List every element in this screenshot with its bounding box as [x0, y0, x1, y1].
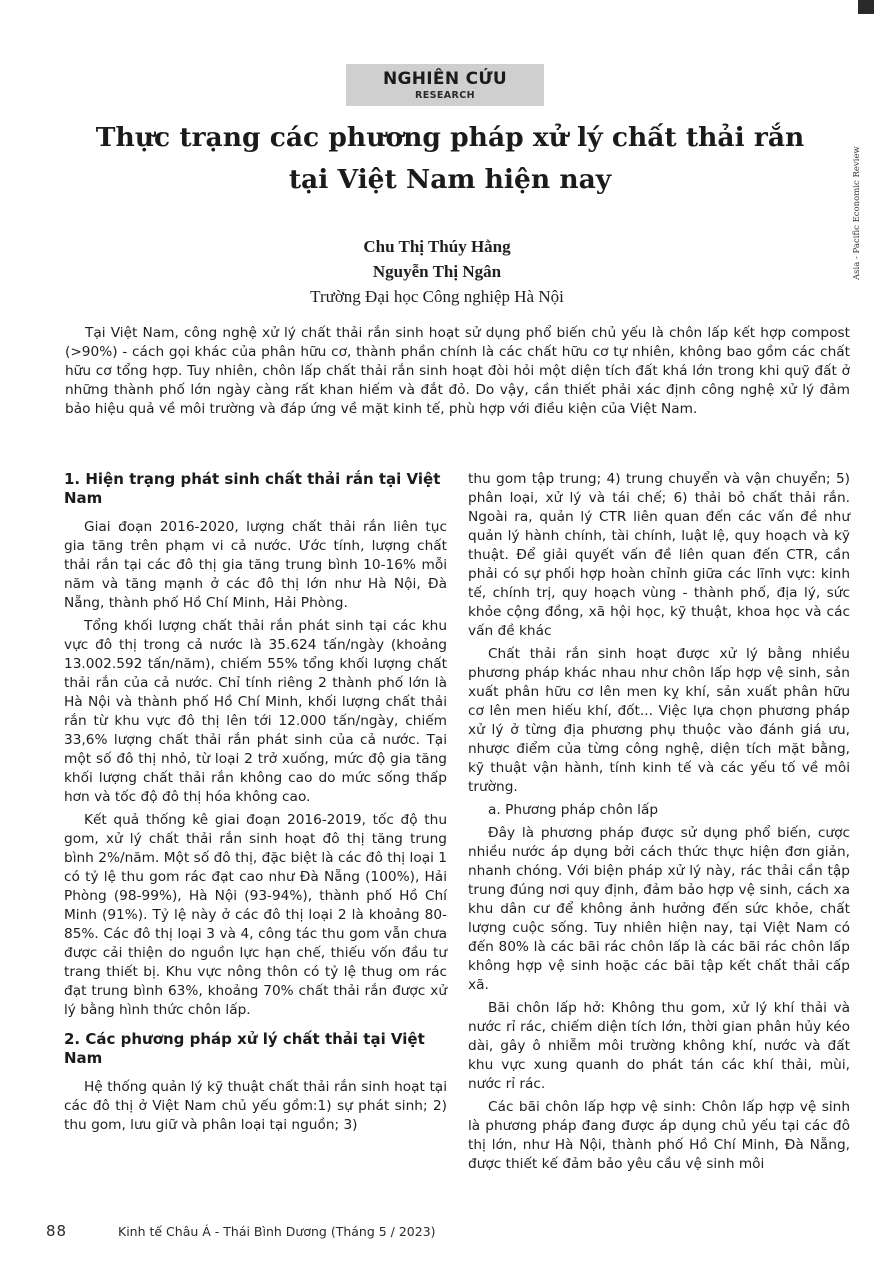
paragraph: Các bãi chôn lấp hợp vệ sinh: Chôn lấp hợp vệ sinh là phương pháp đang được áp dụng chủ yếu tại các đô thị lớn, như Hà Nội, thành phố Hồ Chí Minh, Đà Nẵng, được thiết kế đảm bảo yêu cầu vệ sinh môi	[468, 1099, 850, 1172]
paragraph: Kết quả thống kê giai đoạn 2016-2019, tốc độ thu gom, xử lý chất thải rắn sinh hoạt đô thị tăng trung bình 2%/năm. Một số đô thị, đặc biệt là các đô thị loại 1 có tỷ lệ thu gom rác đạt cao như Đà Nẵng (100%), Hải Phòng (98-99%), Hà Nội (93-94%), thành phố Hồ Chí Minh (91%). Tỷ lệ này ở các đô thị loại 2 là khoảng 80-85%. Các đô thị loại 3 và 4, công tác thu gom vẫn chưa được cải thiện do nguồn lực hạn chế, thiếu vốn đầu tư trang thiết bị. Khu vực nông thôn có tỷ lệ thug om rác đạt trung bình 63%, khoảng 70% chất thải rắn được xử lý bằng hình thức chôn lấp.	[64, 812, 447, 1018]
section-heading-2: 2. Các phương pháp xử lý chất thải tại Việt Nam	[64, 1030, 425, 1067]
title-line-1: Thực trạng các phương pháp xử lý chất thải rắn	[95, 122, 805, 153]
abstract: Tại Việt Nam, công nghệ xử lý chất thải rắn sinh hoạt sử dụng phổ biến chủ yếu là chôn lấp kết hợp compost (>90%) - cách gọi khác của phân hữu cơ, thành phần chính là các chất hữu cơ tự nhiên, không bao gồm các chất hữu cơ tổng hợp. Tuy nhiên, chôn lấp chất thải rắn sinh hoạt đòi hỏi một diện tích đất khá lớn trong khi quỹ đất ở những thành phố lớn ngày càng rất khan hiếm và đắt đỏ. Do vậy, cần thiết phải xác định công nghệ xử lý đảm bảo hiệu quả về môi trường và đáp ứng về mặt kinh tế, phù hợp với điều kiện của Việt Nam.	[65, 325, 850, 417]
paragraph: Hệ thống quản lý kỹ thuật chất thải rắn sinh hoạt tại các đô thị ở Việt Nam chủ yếu gồm:1) sự phát sinh; 2) thu gom, lưu giữ và phân loại tại nguồn; 3)	[64, 1079, 447, 1133]
title-line-2: tại Việt Nam hiện nay	[288, 164, 612, 195]
section-label: NGHIÊN CỨU	[383, 69, 507, 89]
paragraph: thu gom tập trung; 4) trung chuyển và vận chuyển; 5) phân loại, xử lý và tái chế; 6) thải bỏ chất thải rắn. Ngoài ra, quản lý CTR liên quan đến các vấn đề như quản lý hành chính, tài chính, luật lệ, quy hoạch và kỹ thuật. Để giải quyết vấn đề liên quan đến CTR, cần phải có sự phối hợp hoàn chỉnh giữa các lĩnh vực: kinh tế, chính trị, quy hoạch vùng - thành phố, địa lý, sức khỏe cộng đồng, xã hội học, kỹ thuật, khoa học và các vấn đề khác	[468, 471, 850, 639]
page-number: 88	[46, 1222, 68, 1240]
journal-issue: Kinh tế Châu Á - Thái Bình Dương (Tháng 5 / 2023)	[118, 1224, 436, 1239]
affiliation: Trường Đại học Công nghiệp Hà Nội	[310, 287, 564, 306]
paragraph: Chất thải rắn sinh hoạt được xử lý bằng nhiều phương pháp khác nhau như chôn lấp hợp vệ sinh, sản xuất phân hữu cơ lên men kỵ khí, sản xuất phân hữu cơ lên men hiếu khí, đốt... Việc lựa chọn phương pháp xử lý ở từng địa phương phụ thuộc vào đánh giá ưu, nhược điểm của từng công nghệ, diện tích mặt bằng, kỹ thuật vận hành, tính kinh tế và các yếu tố về môi trường.	[468, 646, 850, 795]
left-column	[64, 470, 447, 1139]
section-heading-1: 1. Hiện trạng phát sinh chất thải rắn tại Việt Nam	[64, 470, 441, 507]
paragraph: Tổng khối lượng chất thải rắn phát sinh tại các khu vực đô thị trong cả nước là 35.624 tấn/ngày (khoảng 13.002.592 tấn/năm), chiếm 55% tổng khối lượng chất thải rắn của cả nước. Chỉ tính riêng 2 thành phố lớn là Hà Nội và thành phố Hồ Chí Minh, khối lượng chất thải rắn từ khu vực đô thị lên tới 12.000 tấn/ngày, chiếm 33,6% lượng chất thải rắn phát sinh của cả nước. Tại một số đô thị nhỏ, từ loại 2 trở xuống, mức độ gia tăng khối lượng chất thải rắn không cao do mức sống thấp hơn và tốc độ đô thị hóa không cao.	[64, 618, 447, 805]
author-1: Chu Thị Thúy Hằng	[363, 237, 511, 256]
author-2: Nguyễn Thị Ngân	[372, 262, 502, 281]
section-banner	[346, 64, 544, 106]
right-column	[468, 470, 850, 1178]
subheading-landfill: a. Phương pháp chôn lấp	[488, 802, 659, 818]
article-title	[90, 117, 810, 201]
section-sublabel: RESEARCH	[415, 90, 475, 101]
page-edge-marker	[858, 0, 874, 14]
side-journal-label: Asia - Pacific Economic Review	[852, 146, 862, 280]
paragraph: Giai đoạn 2016-2020, lượng chất thải rắn liên tục gia tăng trên phạm vi cả nước. Ước tính, lượng chất thải rắn tại các đô thị gia tăng trung bình 10-16% mỗi năm và tăng mạnh ở các đô thị lớn như Hà Nội, Đà Nẵng, thành phố Hồ Chí Minh, Hải Phòng.	[64, 519, 447, 611]
paragraph: Bãi chôn lấp hở: Không thu gom, xử lý khí thải và nước rỉ rác, chiếm diện tích lớn, thời gian phân hủy kéo dài, gây ô nhiễm môi trường không khí, nước và đất khu vực xung quanh do phát tán các khí thải, mùi, nước rỉ rác.	[468, 1000, 850, 1092]
paragraph: Đây là phương pháp được sử dụng phổ biến, cược nhiều nước áp dụng bởi cách thức thực hiện đơn giản, nhanh chóng. Với biện pháp xử lý này, rác thải cần tập trung đúng nơi quy định, đảm bảo hợp vệ sinh, cách xa khu dân cư để không ảnh hưởng đến sức khỏe, chất lượng cuộc sống. Tuy nhiên hiện nay, tại Việt Nam có đến 80% là các bãi rác chôn lấp là các bãi rác chôn lấp không hợp vệ sinh hoặc các bãi tập kết chất thải cấp xã.	[468, 825, 850, 993]
